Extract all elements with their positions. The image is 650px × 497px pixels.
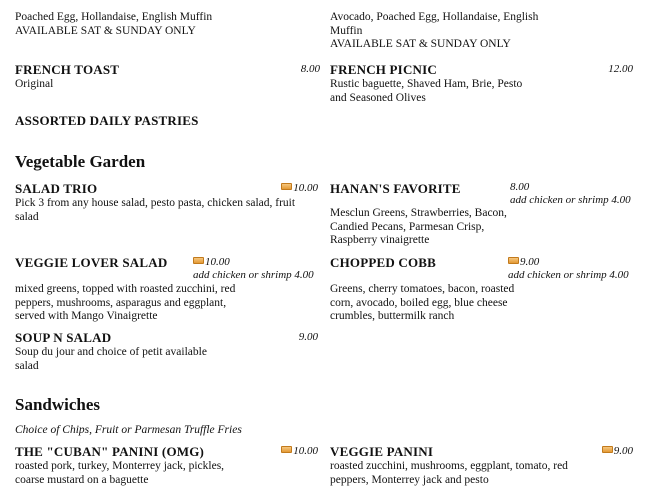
menu-item-veggie-lover-salad: [15, 255, 318, 324]
item-name: SOUP N SALAD: [15, 330, 112, 345]
item-name: CHOPPED COBB: [330, 255, 437, 270]
item-name: VEGGIE LOVER SALAD: [15, 255, 168, 270]
item-name: VEGGIE PANINI: [330, 444, 434, 459]
item-addon: add chicken or shrimp 4.00: [193, 269, 314, 281]
section-note: Choice of Chips, Fruit or Parmesan Truffle Fries: [15, 424, 242, 436]
item-price: 10.00: [205, 256, 230, 268]
menu-item-cuban-panini: [15, 444, 318, 487]
item-name: FRENCH TOAST: [15, 62, 120, 77]
item-price-group: [193, 256, 314, 282]
item-addon: add chicken or shrimp 4.00: [508, 269, 629, 281]
vegetarian-icon: [281, 183, 292, 190]
menu-item-chopped-cobb: [330, 255, 633, 324]
item-price: 8.00: [510, 181, 530, 193]
item-name: FRENCH PICNIC: [330, 62, 437, 77]
item-description: Mesclun Greens, Strawberries, Bacon, Candied Pecans, Parmesan Crisp, Raspberry vinaigrette: [330, 207, 507, 246]
item-name: THE "CUBAN" PANINI (OMG): [15, 444, 205, 459]
brunch-left-desc: Poached Egg, Hollandaise, English Muffin: [15, 11, 213, 23]
item-price: 9.00: [298, 331, 318, 343]
vegetarian-icon: [602, 446, 613, 453]
item-description: Original: [15, 78, 54, 90]
item-addon: add chicken or shrimp 4.00: [510, 194, 631, 206]
item-description: Soup du jour and choice of petit available salad: [15, 346, 207, 372]
menu-item-french-toast: [15, 62, 320, 92]
menu-item-hanans-favorite: [330, 181, 633, 248]
item-name: HANAN'S FAVORITE: [330, 181, 461, 196]
item-description: mixed greens, topped with roasted zucchini, red peppers, mushrooms, asparagus and eggplant, served with Mango Vinaigrette: [15, 283, 236, 322]
item-price: 8.00: [300, 63, 320, 75]
brunch-right-desc: Avocado, Poached Egg, Hollandaise, English Muffin: [330, 11, 539, 37]
menu-item-soup-n-salad: [15, 330, 318, 373]
item-price-group: [510, 181, 633, 207]
menu-item-french-picnic: [330, 62, 633, 105]
brunch-right: [330, 11, 545, 52]
item-price-group: [281, 445, 318, 457]
menu-item-salad-trio: [15, 181, 318, 224]
item-description: Pick 3 from any house salad, pesto pasta, chicken salad, fruit salad: [15, 197, 296, 223]
item-description: Greens, cherry tomatoes, bacon, roasted corn, avocado, boiled egg, blue cheese crumbles, buttermilk ranch: [330, 283, 515, 322]
item-price: 12.00: [608, 63, 633, 75]
brunch-left-availability: AVAILABLE SAT & SUNDAY ONLY: [15, 24, 196, 37]
item-price-group: [508, 256, 629, 282]
item-description: roasted zucchini, mushrooms, eggplant, tomato, red peppers, Monterrey jack and pesto: [330, 460, 568, 486]
item-price-group: [281, 182, 318, 194]
brunch-right-availability: AVAILABLE SAT & SUNDAY ONLY: [330, 38, 511, 50]
item-description: roasted pork, turkey, Monterrey jack, pickles, coarse mustard on a baguette: [15, 460, 225, 486]
item-description: Rustic baguette, Shaved Ham, Brie, Pesto and Seasoned Olives: [330, 78, 523, 104]
item-name: SALAD TRIO: [15, 181, 98, 196]
vegetarian-icon: [193, 257, 204, 264]
brunch-left: [15, 11, 305, 38]
item-price: 10.00: [293, 182, 318, 194]
item-price-group: [602, 445, 633, 457]
menu-item-pastries: ASSORTED DAILY PASTRIES: [15, 113, 199, 128]
item-price: 9.00: [520, 256, 540, 268]
item-price: 10.00: [293, 445, 318, 457]
menu-item-veggie-panini: [330, 444, 633, 487]
section-title-sandwiches: Sandwiches: [15, 395, 101, 414]
vegetarian-icon: [281, 446, 292, 453]
item-price: 9.00: [613, 445, 633, 457]
section-title-vegetable-garden: Vegetable Garden: [15, 152, 146, 171]
vegetarian-icon: [508, 257, 519, 264]
